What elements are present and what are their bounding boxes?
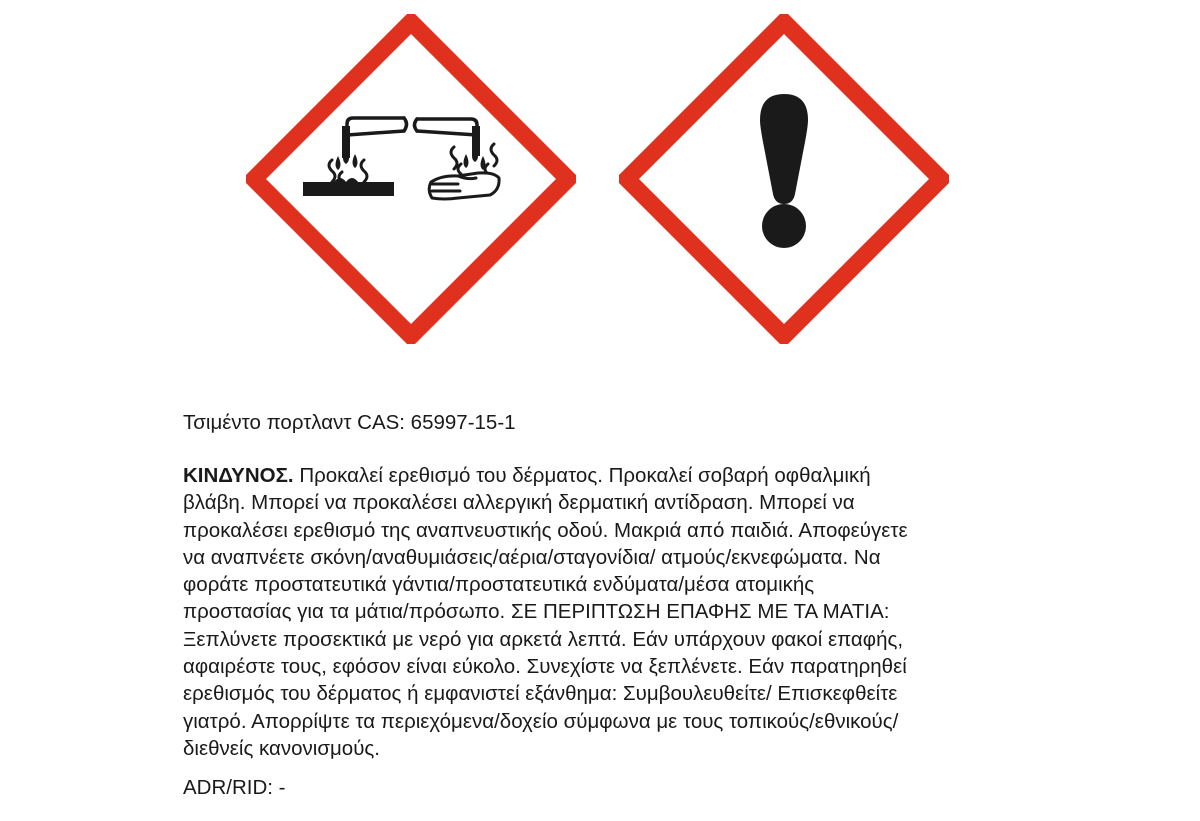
statement-line: αφαιρέστε τους, εφόσον είναι εύκολο. Συνεχίστε να ξεπλένετε. Εάν παρατηρηθεί [183,655,907,679]
statement-line: βλάβη. Μπορεί να προκαλέσει αλλεργική δερματική αντίδραση. Μπορεί να [183,491,855,515]
statement-line: γιατρό. Απορρίψτε τα περιεχόμενα/δοχείο σύμφωνα με τους τοπικούς/εθνικούς/ [183,709,899,733]
statement-line: να αναπνέετε σκόνη/αναθυμιάσεις/αέρια/σταγονίδια/ ατμούς/εκνεφώματα. Να [183,545,881,569]
statement-line: ερεθισμός του δέρματος ή εμφανιστεί εξάνθημα: Συμβουλευθείτε/ Επισκεφθείτε [183,682,898,706]
exclamation-pictogram [619,14,949,344]
corrosion-icon [246,14,576,344]
exclamation-mark-icon [619,14,949,344]
adr-rid-classification: ADR/RID: - [183,776,286,799]
signal-word: ΚΙΝΔΥΝΟΣ. [183,464,294,487]
statement-line: Ξεπλύνετε προσεκτικά με νερό για αρκετά λεπτά. Εάν υπάρχουν φακοί επαφής, [183,627,904,651]
statement-line: Προκαλεί ερεθισμό του δέρματος. Προκαλεί σοβαρή οφθαλμική [299,464,871,487]
statement-line: φοράτε προστατευτικά γάντια/προστατευτικά ενδύματα/μέσα ατομικής [183,573,815,597]
statement-line: διεθνείς κανονισμούς. [183,736,380,760]
statement-line: προστασίας για τα μάτια/πρόσωπο. ΣΕ ΠΕΡΙΠΤΩΣΗ ΕΠΑΦΗΣ ΜΕ ΤΑ ΜΑΤΙΑ: [183,600,890,624]
hazard-statement [183,462,1023,762]
substance-identifier: Τσιμέντο πορτλαντ CAS: 65997-15-1 [183,411,516,434]
statement-line: προκαλέσει ερεθισμό της αναπνευστικής οδού. Μακριά από παιδιά. Αποφεύγετε [183,518,908,542]
corrosion-pictogram [246,14,576,344]
